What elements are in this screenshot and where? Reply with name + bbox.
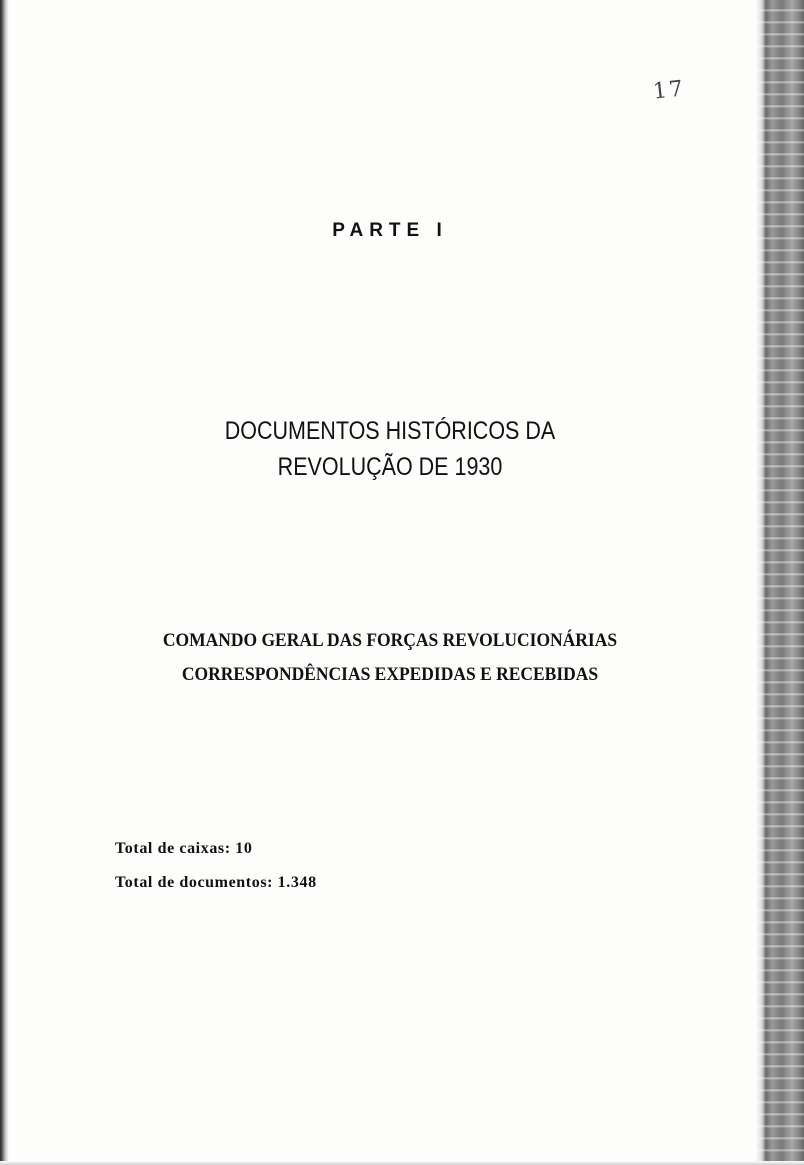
part-heading: PARTE I bbox=[332, 220, 448, 241]
totals-block bbox=[115, 832, 317, 900]
section-subtitle bbox=[31, 624, 749, 692]
binding-edge bbox=[0, 0, 9, 1165]
handwritten-page-number: 17 bbox=[651, 76, 687, 105]
bottom-edge bbox=[0, 1161, 804, 1165]
section-title-line-2: REVOLUÇÃO DE 1930 bbox=[277, 453, 503, 481]
page-stack-edge bbox=[756, 0, 804, 1165]
section-title-line-1: DOCUMENTOS HISTÓRICOS DA bbox=[224, 417, 556, 445]
section-subtitle-line-1: COMANDO GERAL DAS FORÇAS REVOLUCIONÁRIAS bbox=[162, 630, 618, 651]
total-boxes: Total de caixas: 10 bbox=[115, 840, 253, 857]
total-documents: Total de documentos: 1.348 bbox=[115, 874, 317, 891]
section-title bbox=[55, 413, 726, 485]
section-subtitle-line-2: CORRESPONDÊNCIAS EXPEDIDAS E RECEBIDAS bbox=[181, 664, 599, 685]
